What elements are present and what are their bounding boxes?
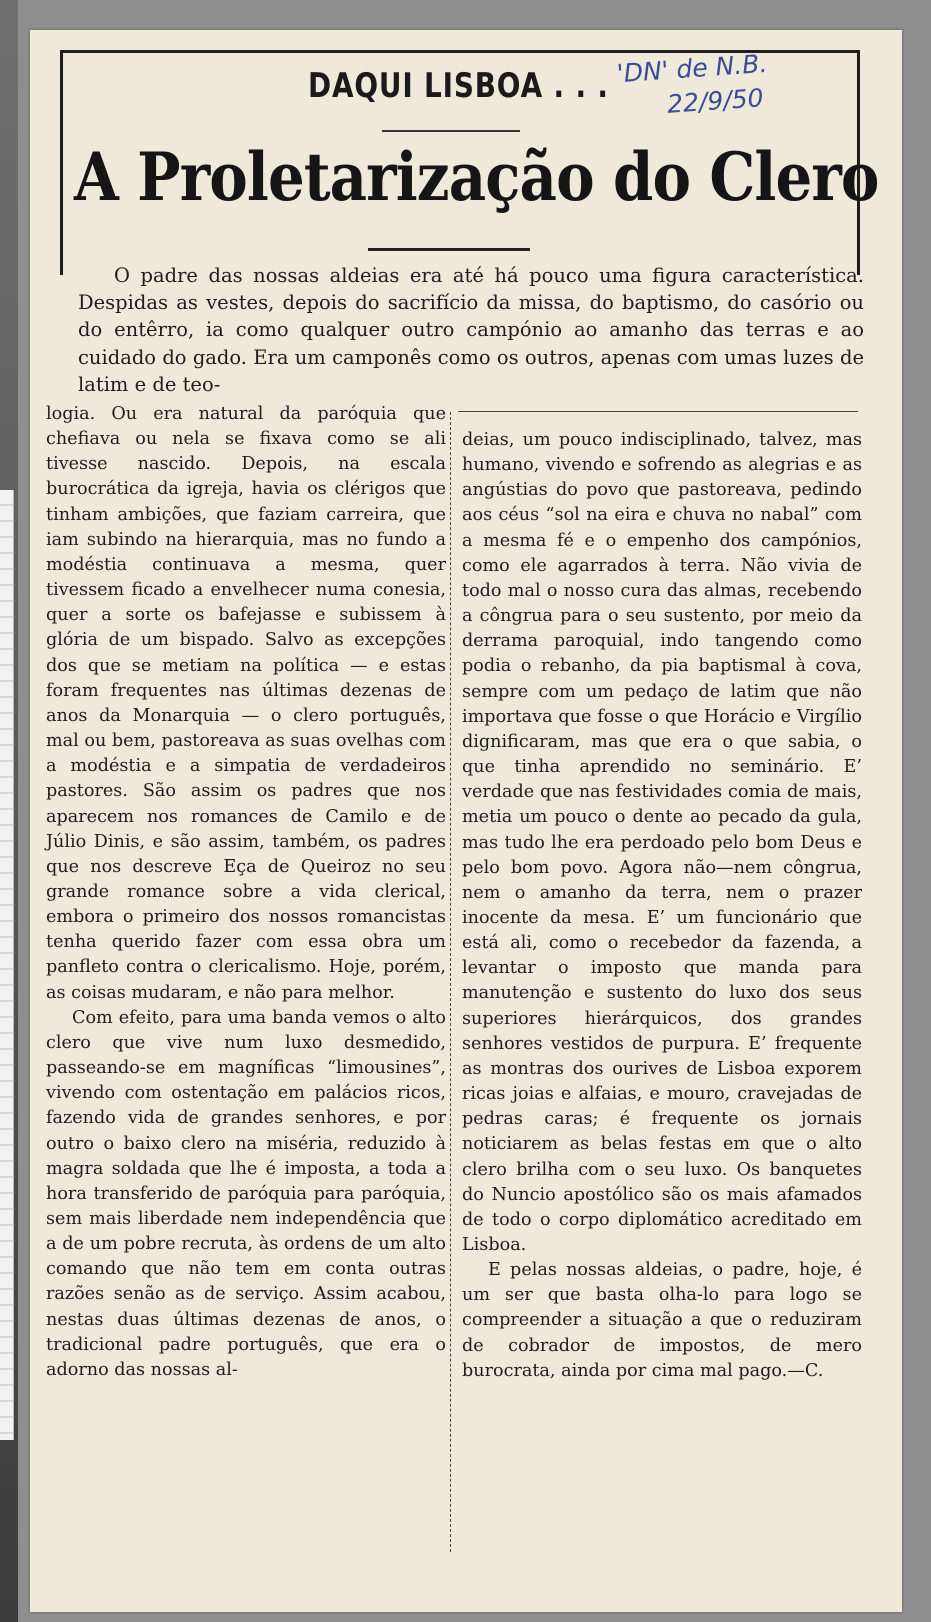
annotation-source: 'DN' de N.B.: [615, 48, 769, 89]
right-paragraph: deias, um pouco indisciplinado, talvez, mas humano, vivendo e sofrendo as alegrias e as angústias do povo que pastoreava, pedindo aos céus “sol na eira e chuva no nabal” com a mesma fé e o empenho dos campónios, como ele agarrados à terra. Não vivia de todo mal o nosso cura das almas, recebendo a côngrua para o seu sustento, por meio da derrama paroquial, indo tangendo como podia o rebanho, da pia baptismal à cova, sempre com um pedaço de latim que não importava que fosse o que Horácio e Virgílio dignificaram, mas que era o que sabia, o que tinha aprendido no seminário. E’ verdade que nas festividades comia de mais, metia um pouco o dente ao pecado da gula, mas tudo lhe era perdoado pelo bom Deus e pelo bom povo. Agora não—nem côngrua, nem o amanho da terra, nem o prazer inocente da mesa. E’ um funcionário que está ali, como o recebedor da fazenda, a levantar o imposto que manda para manutenção e sustento do luxo dos seus superiores hierárquicos, dos grandes senhores vestidos de purpura. E’ frequente as montras dos ourives de Lisboa exporem ricas joias e alfaias, e mouro, cravejadas de pedras caras; é frequente os jornais noticiarem as belas festas em que o alto clero brilha com o seu luxo. Os banquetes do Nuncio apostólico são os mais afamados de todo o corpo diplomático acreditado em Lisboa.: [462, 430, 862, 1255]
article-headline: A Proletarização do Clero: [74, 138, 879, 216]
kicker-rule: [382, 130, 520, 132]
article-lead-paragraph: O padre das nossas aldeias era até há pouco uma figura característica. Despidas as vestes, depois do sacrifício da missa, do baptismo, do casório ou do entêrro, ia como qualquer outro campónio ao amanho das terras e ao cuidado do gado. Era um camponês como os outros, apenas com umas luzes de latim e de teo-: [78, 264, 864, 396]
right-paragraph: E pelas nossas aldeias, o padre, hoje, é um ser que basta olha-lo para logo se compreender a situação a que o reduziram de cobrador de impostos, de mero burocrata, ainda por cima mal pago.—C.: [462, 1260, 862, 1381]
column-top-rule: [458, 411, 858, 412]
annotation-date: 22/9/50: [666, 83, 765, 119]
article-left-column: [46, 402, 446, 1383]
column-divider: [450, 412, 451, 1552]
left-paragraph: Com efeito, para uma banda vemos o alto clero que vive num luxo desmedido, passeando-se em magníficas “limousines”, vivendo com ostentação em palácios ricos, fazendo vida de grandes senhores, e por outro o baixo clero na miséria, reduzido à magra soldada que lhe é imposta, a toda a hora transferido de paróquia para paróquia, sem mais liberdade nem independência que a de um pobre recruta, às ordens de um alto comando que não tem em conta outras razões senão as de serviço. Assim acabou, nestas duas últimas dezenas de anos, o tradicional padre português, que era o adorno das nossas al-: [46, 1007, 446, 1380]
section-kicker: DAQUI LISBOA . . .: [308, 66, 609, 106]
newspaper-clipping: [30, 30, 902, 1612]
handwritten-annotation: [616, 47, 771, 125]
headline-rule: [368, 248, 530, 251]
article-right-column: [462, 428, 862, 1384]
scale-ruler: [0, 490, 14, 1440]
left-paragraph: logia. Ou era natural da paróquia que chefiava ou nela se fixava como se ali tivesse nascido. Depois, na escala burocrática da igreja, havia os clérigos que tinham ambições, que faziam carreira, que iam subindo na hierarquia, mas no fundo a modéstia continuava a mesma, quer tivessem ficado a envelhecer numa conesia, quer a sorte os bafejasse e subissem à glória de um bispado. Salvo as excepções dos que se metiam na política — e estas foram frequentes nas últimas dezenas de anos da Monarquia — o clero português, mal ou bem, pastoreava as suas ovelhas com a modéstia e a simpatia de verdadeiros pastores. São assim os padres que nos aparecem nos romances de Camilo e de Júlio Dinis, e são assim, também, os padres que nos descreve Eça de Queiroz no seu grande romance sobre a vida clerical, embora o primeiro dos nossos romancistas tenha querido fazer com essa obra um panfleto contra o clericalismo. Hoje, porém, as coisas mudaram, e não para melhor.: [46, 404, 446, 1003]
